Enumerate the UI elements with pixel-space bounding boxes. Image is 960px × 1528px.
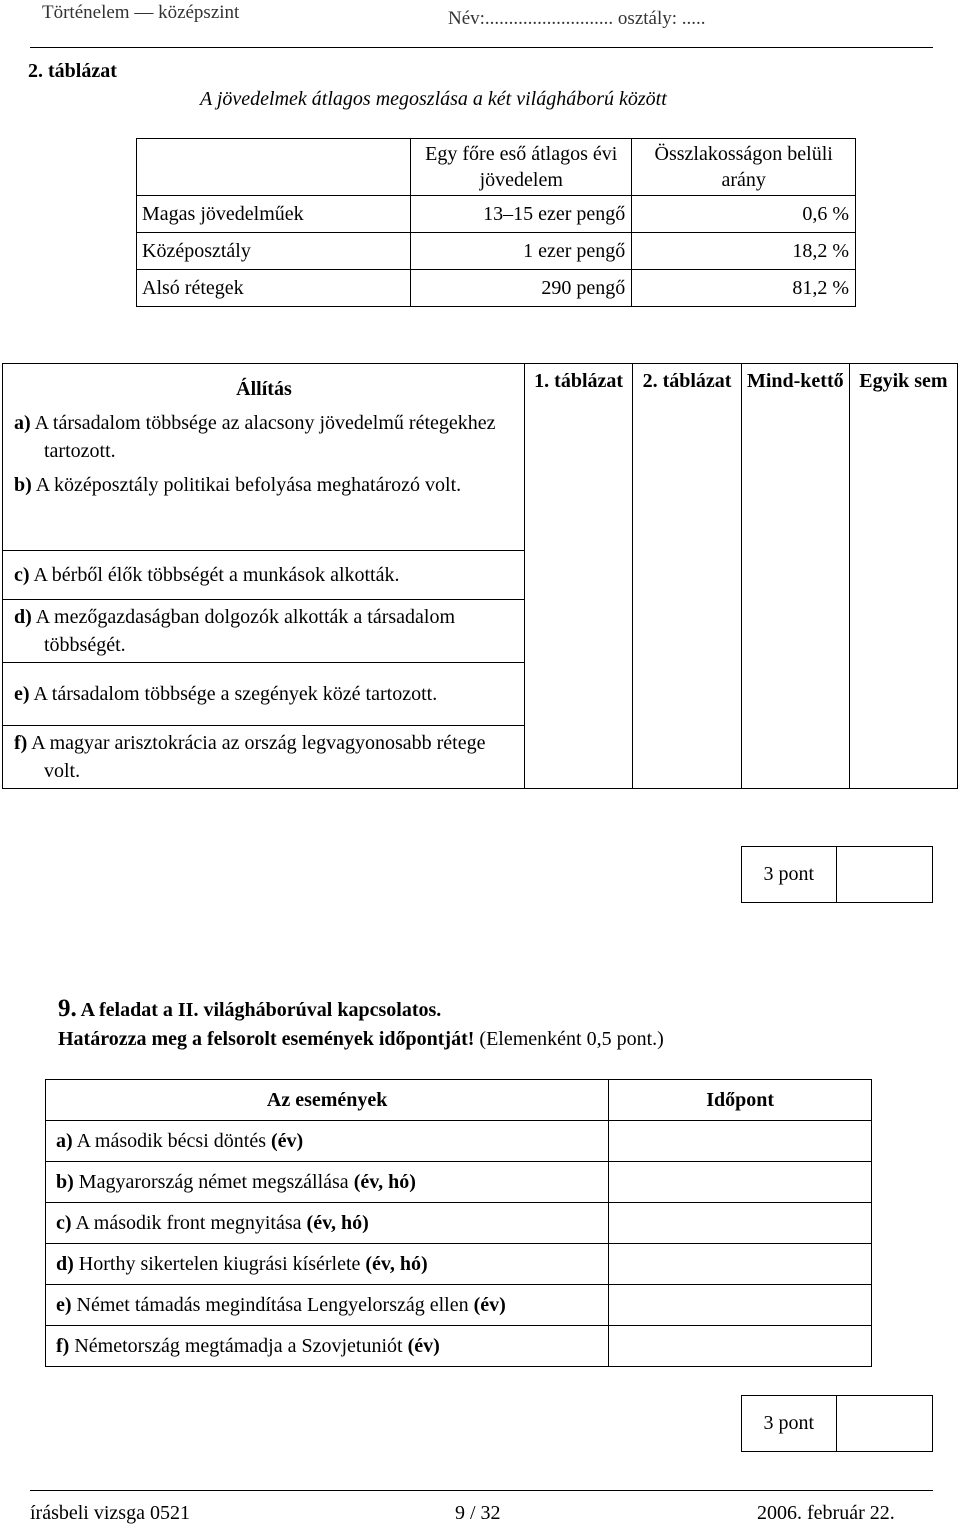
income-share: 18,2 % [632, 233, 856, 270]
income-share: 81,2 % [632, 270, 856, 307]
col-table2-header: 2. táblázat [633, 364, 741, 789]
events-table [45, 1079, 872, 1367]
date-input[interactable] [609, 1244, 872, 1285]
income-value: 13–15 ezer pengő [411, 196, 632, 233]
income-value: 290 pengő [411, 270, 632, 307]
task-instruction: Határozza meg a felsorolt események időpontját! (Elemenként 0,5 pont.) [58, 1028, 664, 1050]
event-b: b) Magyarország német megszállása (év, hó) [46, 1162, 609, 1203]
table-row [46, 1285, 872, 1326]
date-input[interactable] [609, 1121, 872, 1162]
claims-header-row [3, 364, 958, 551]
header-name-class: Név:........................... osztály: ..... [448, 8, 706, 29]
date-header: Időpont [609, 1080, 872, 1121]
date-input[interactable] [609, 1203, 872, 1244]
claim-b: b) A középosztály politikai befolyása meghatározó volt. [14, 474, 462, 496]
date-input[interactable] [609, 1162, 872, 1203]
claim-e: e) A társadalom többsége a szegények közé tartozott. [3, 663, 525, 726]
event-c: c) A második front megnyitása (év, hó) [46, 1203, 609, 1244]
event-f: f) Németország megtámadja a Szovjetuniót (év) [46, 1326, 609, 1367]
income-header-col3: Összlakosságon belüli arány [632, 139, 856, 196]
table-row [46, 1162, 872, 1203]
claims-header-statement: Állítás [236, 378, 292, 400]
income-share: 0,6 % [632, 196, 856, 233]
footer-date: 2006. február 22. [757, 1502, 895, 1524]
events-header: Az események [46, 1080, 609, 1121]
score-label: 3 pont [741, 846, 837, 903]
claim-a: a) A társadalom többsége az alacsony jövedelmű rétegekhez tartozott. [14, 412, 496, 462]
event-d: d) Horthy sikertelen kiugrási kísérlete (év, hó) [46, 1244, 609, 1285]
col-both-header: Mind-kettő [741, 364, 849, 789]
footer-exam: írásbeli vizsga 0521 [30, 1502, 190, 1524]
income-header-empty [137, 139, 411, 196]
score-input[interactable] [837, 846, 934, 903]
task-line1: A feladat a II. világháborúval kapcsolatos. [80, 999, 442, 1021]
table-row [46, 1326, 872, 1367]
table-row [46, 1244, 872, 1285]
table-row [46, 1203, 872, 1244]
score-box-1 [741, 846, 933, 903]
header-subject: Történelem — középszint [42, 2, 240, 23]
col-table1-header: 1. táblázat [524, 364, 632, 789]
income-table [136, 138, 856, 307]
score-box-2 [741, 1395, 933, 1452]
income-group: Alsó rétegek [137, 270, 411, 307]
table2-label: 2. táblázat [28, 60, 117, 82]
event-a: a) A második bécsi döntés (év) [46, 1121, 609, 1162]
header-divider [30, 47, 933, 48]
claims-statement-cell [3, 364, 525, 551]
income-value: 1 ezer pengő [411, 233, 632, 270]
income-group: Magas jövedelműek [137, 196, 411, 233]
footer-divider [30, 1490, 933, 1491]
event-e: e) Német támadás megindítása Lengyelország ellen (év) [46, 1285, 609, 1326]
claim-f: f) A magyar arisztokrácia az ország legvagyonosabb rétege volt. [3, 726, 525, 789]
date-input[interactable] [609, 1285, 872, 1326]
table-row [46, 1121, 872, 1162]
col-neither-header: Egyik sem [849, 364, 957, 789]
table-row [137, 270, 856, 307]
income-header-col2: Egy főre eső átlagos évi jövedelem [411, 139, 632, 196]
income-group: Középosztály [137, 233, 411, 270]
date-input[interactable] [609, 1326, 872, 1367]
footer-page: 9 / 32 [455, 1502, 501, 1524]
claim-d: d) A mezőgazdaságban dolgozók alkották a társadalom többségét. [3, 600, 525, 663]
events-header-row [46, 1080, 872, 1121]
score-input[interactable] [837, 1395, 934, 1452]
claim-c: c) A bérből élők többségét a munkások alkották. [3, 551, 525, 600]
task-number: 9. [58, 995, 77, 1022]
table-row [137, 233, 856, 270]
income-table-header [137, 139, 856, 196]
claims-table [2, 363, 958, 789]
table-row [137, 196, 856, 233]
score-label: 3 pont [741, 1395, 837, 1452]
table2-title: A jövedelmek átlagos megoszlása a két világháború között [200, 88, 667, 110]
task-heading [58, 992, 441, 1027]
